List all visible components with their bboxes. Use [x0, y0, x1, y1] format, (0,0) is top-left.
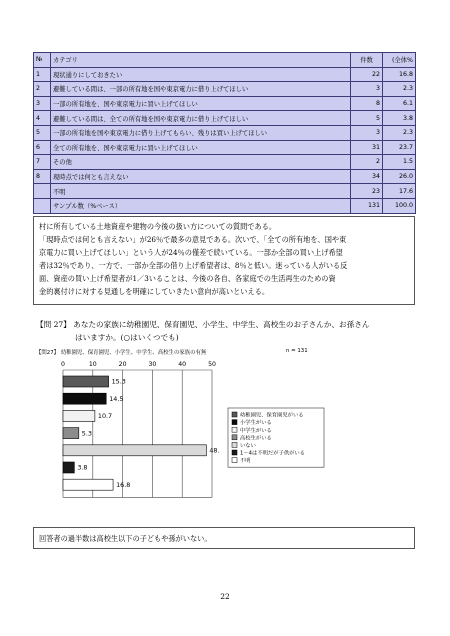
- row-number: 5: [34, 125, 51, 140]
- bar: [63, 428, 79, 439]
- legend-label: 幼稚園児、保育園児がいる: [240, 412, 304, 419]
- row-count: 31: [351, 140, 383, 155]
- row-count: 3: [351, 125, 383, 140]
- summary-line: 「現時点では何とも言えない」が26％で最多の意見である。次いで、「全ての所有地を、国や東: [39, 235, 347, 244]
- tick-label: 40: [178, 361, 187, 368]
- data-label: 15.3: [111, 377, 126, 386]
- results-table: [33, 52, 416, 214]
- row-percent: 16.8: [383, 67, 416, 82]
- row-count: 8: [351, 96, 383, 111]
- row-percent: 26.0: [383, 169, 416, 184]
- legend-swatch: [232, 412, 237, 417]
- summary-line: 村に所有している土地資産や建物の今後の扱い方についての質問である。: [39, 222, 277, 231]
- data-label: 3.8: [77, 463, 88, 472]
- legend-label: 中学生がいる: [240, 427, 272, 434]
- row-number: [34, 184, 51, 199]
- row-number: 2: [34, 82, 51, 97]
- header-no: №: [34, 53, 51, 68]
- legend-swatch: [232, 420, 237, 425]
- row-number: 8: [34, 169, 51, 184]
- summary-box: [33, 216, 415, 305]
- legend-label: いない: [240, 443, 256, 449]
- row-count: 131: [351, 198, 383, 213]
- table-header-row: [34, 53, 416, 68]
- data-label: 14.5: [109, 394, 124, 403]
- row-count: 5: [351, 111, 383, 126]
- chart-legend: [228, 408, 324, 467]
- row-count: 3: [351, 82, 383, 97]
- row-category: 一部の所有地を、国や東京電力に買い上げてほしい: [51, 96, 351, 111]
- summary-line: 金的裏付けに対する見通しを明確にしていきたい意向が高いといえる。: [39, 287, 270, 296]
- table-row: [34, 111, 416, 126]
- bar: [63, 376, 109, 387]
- data-label: 48.: [209, 446, 220, 455]
- row-percent: 2.3: [383, 82, 416, 97]
- header-percent: (全体%: [383, 53, 416, 68]
- bar: [63, 445, 206, 456]
- legend-label: 不明: [240, 458, 251, 465]
- row-count: 23: [351, 184, 383, 199]
- table-row: [34, 125, 416, 140]
- row-percent: 3.8: [383, 111, 416, 126]
- bar-chart: [26, 346, 426, 516]
- row-percent: 2.3: [383, 125, 416, 140]
- summary-line: 者は32％であり、一方で、一部か全部の借り上げ希望者は、8％と低い。迷っている人がいる反: [39, 261, 348, 270]
- summary-line: 面、資産の買い上げ希望者が1／3いることは、今後の各自、各家庭での生活再生のための資: [39, 274, 336, 283]
- row-percent: 100.0: [383, 198, 416, 213]
- chart-sample-size: n = 131: [286, 348, 308, 354]
- tick-label: 10: [88, 361, 97, 368]
- table-row: [34, 184, 416, 199]
- legend-swatch: [232, 427, 237, 432]
- table-row: [34, 96, 416, 111]
- conclusion-box: [33, 527, 415, 549]
- table-row: [34, 198, 416, 213]
- question-line-1: あなたの家族に幼稚園児、保育園児、小学生、中学生、高校生のお子さんか、お孫さん: [73, 320, 370, 329]
- conclusion-text: 回答者の過半数は高校生以下の子どもや孫がいない。: [39, 534, 212, 543]
- row-number: 3: [34, 96, 51, 111]
- bar: [63, 393, 106, 404]
- row-number: 1: [34, 67, 51, 82]
- row-category: 現時点では何とも言えない: [51, 169, 351, 184]
- row-percent: 6.1: [383, 96, 416, 111]
- table-row: [34, 67, 416, 82]
- table-row: [34, 169, 416, 184]
- row-number: 4: [34, 111, 51, 126]
- bar: [63, 410, 95, 421]
- table-row: [34, 140, 416, 155]
- data-label: 10.7: [97, 412, 113, 421]
- row-category: 不明: [51, 184, 351, 199]
- header-count: 件数: [351, 53, 383, 68]
- row-category: 避難している間は、一部の所有地を国や東京電力に借り上げてほしい: [51, 82, 351, 97]
- tick-label: 30: [148, 361, 157, 368]
- tick-label: 0: [61, 361, 65, 368]
- question-number: 【問 27】: [36, 320, 71, 329]
- legend-swatch: [232, 458, 237, 463]
- header-category: カテゴリ: [51, 53, 351, 68]
- row-category: その他: [51, 155, 351, 170]
- legend-swatch: [232, 442, 237, 447]
- bar: [63, 479, 113, 490]
- row-category: 全ての所有地を、国や東京電力に買い上げてほしい: [51, 140, 351, 155]
- row-count: 2: [351, 155, 383, 170]
- row-number: [34, 198, 51, 213]
- question-line-2: はいますか。(○はいくつでも): [75, 332, 179, 342]
- table-body: [34, 67, 416, 213]
- legend-label: 1～4は不明だが子供がいる: [240, 450, 306, 457]
- row-number: 7: [34, 155, 51, 170]
- row-count: 22: [351, 67, 383, 82]
- legend-swatch: [232, 450, 237, 455]
- chart-title: 【問27】 幼稚園児、保育園児、小学生、中学生、高校生の家族の有無: [36, 350, 207, 356]
- data-label: 5.3: [81, 429, 92, 438]
- chart-bars: [63, 376, 220, 490]
- row-count: 34: [351, 169, 383, 184]
- question-text: [36, 319, 369, 344]
- row-category: 現状通りにしておきたい: [51, 67, 351, 82]
- row-category: サンプル数（%ベース）: [51, 198, 351, 213]
- legend-swatch: [232, 435, 237, 440]
- legend-label: 小学生がいる: [240, 420, 272, 427]
- data-label: 16.8: [116, 480, 131, 489]
- table-row: [34, 82, 416, 97]
- row-percent: 1.5: [383, 155, 416, 170]
- page-number: 22: [220, 592, 230, 601]
- legend-label: 高校生がいる: [240, 435, 272, 442]
- bar: [63, 462, 74, 473]
- row-number: 6: [34, 140, 51, 155]
- table-row: [34, 155, 416, 170]
- tick-label: 20: [118, 361, 127, 368]
- summary-line: 京電力に買い上げてほしい」という人が24％の僅差で続いている。一部か全部の買い上げ希望: [39, 248, 343, 257]
- row-category: 一部の所有地を国や東京電力に借り上げてもらい、残りは買い上げてほしい: [51, 125, 351, 140]
- row-category: 避難している間は、全ての所有地を国や東京電力に借り上げてほしい: [51, 111, 351, 126]
- row-percent: 17.6: [383, 184, 416, 199]
- tick-label: 50: [208, 361, 216, 368]
- row-percent: 23.7: [383, 140, 416, 155]
